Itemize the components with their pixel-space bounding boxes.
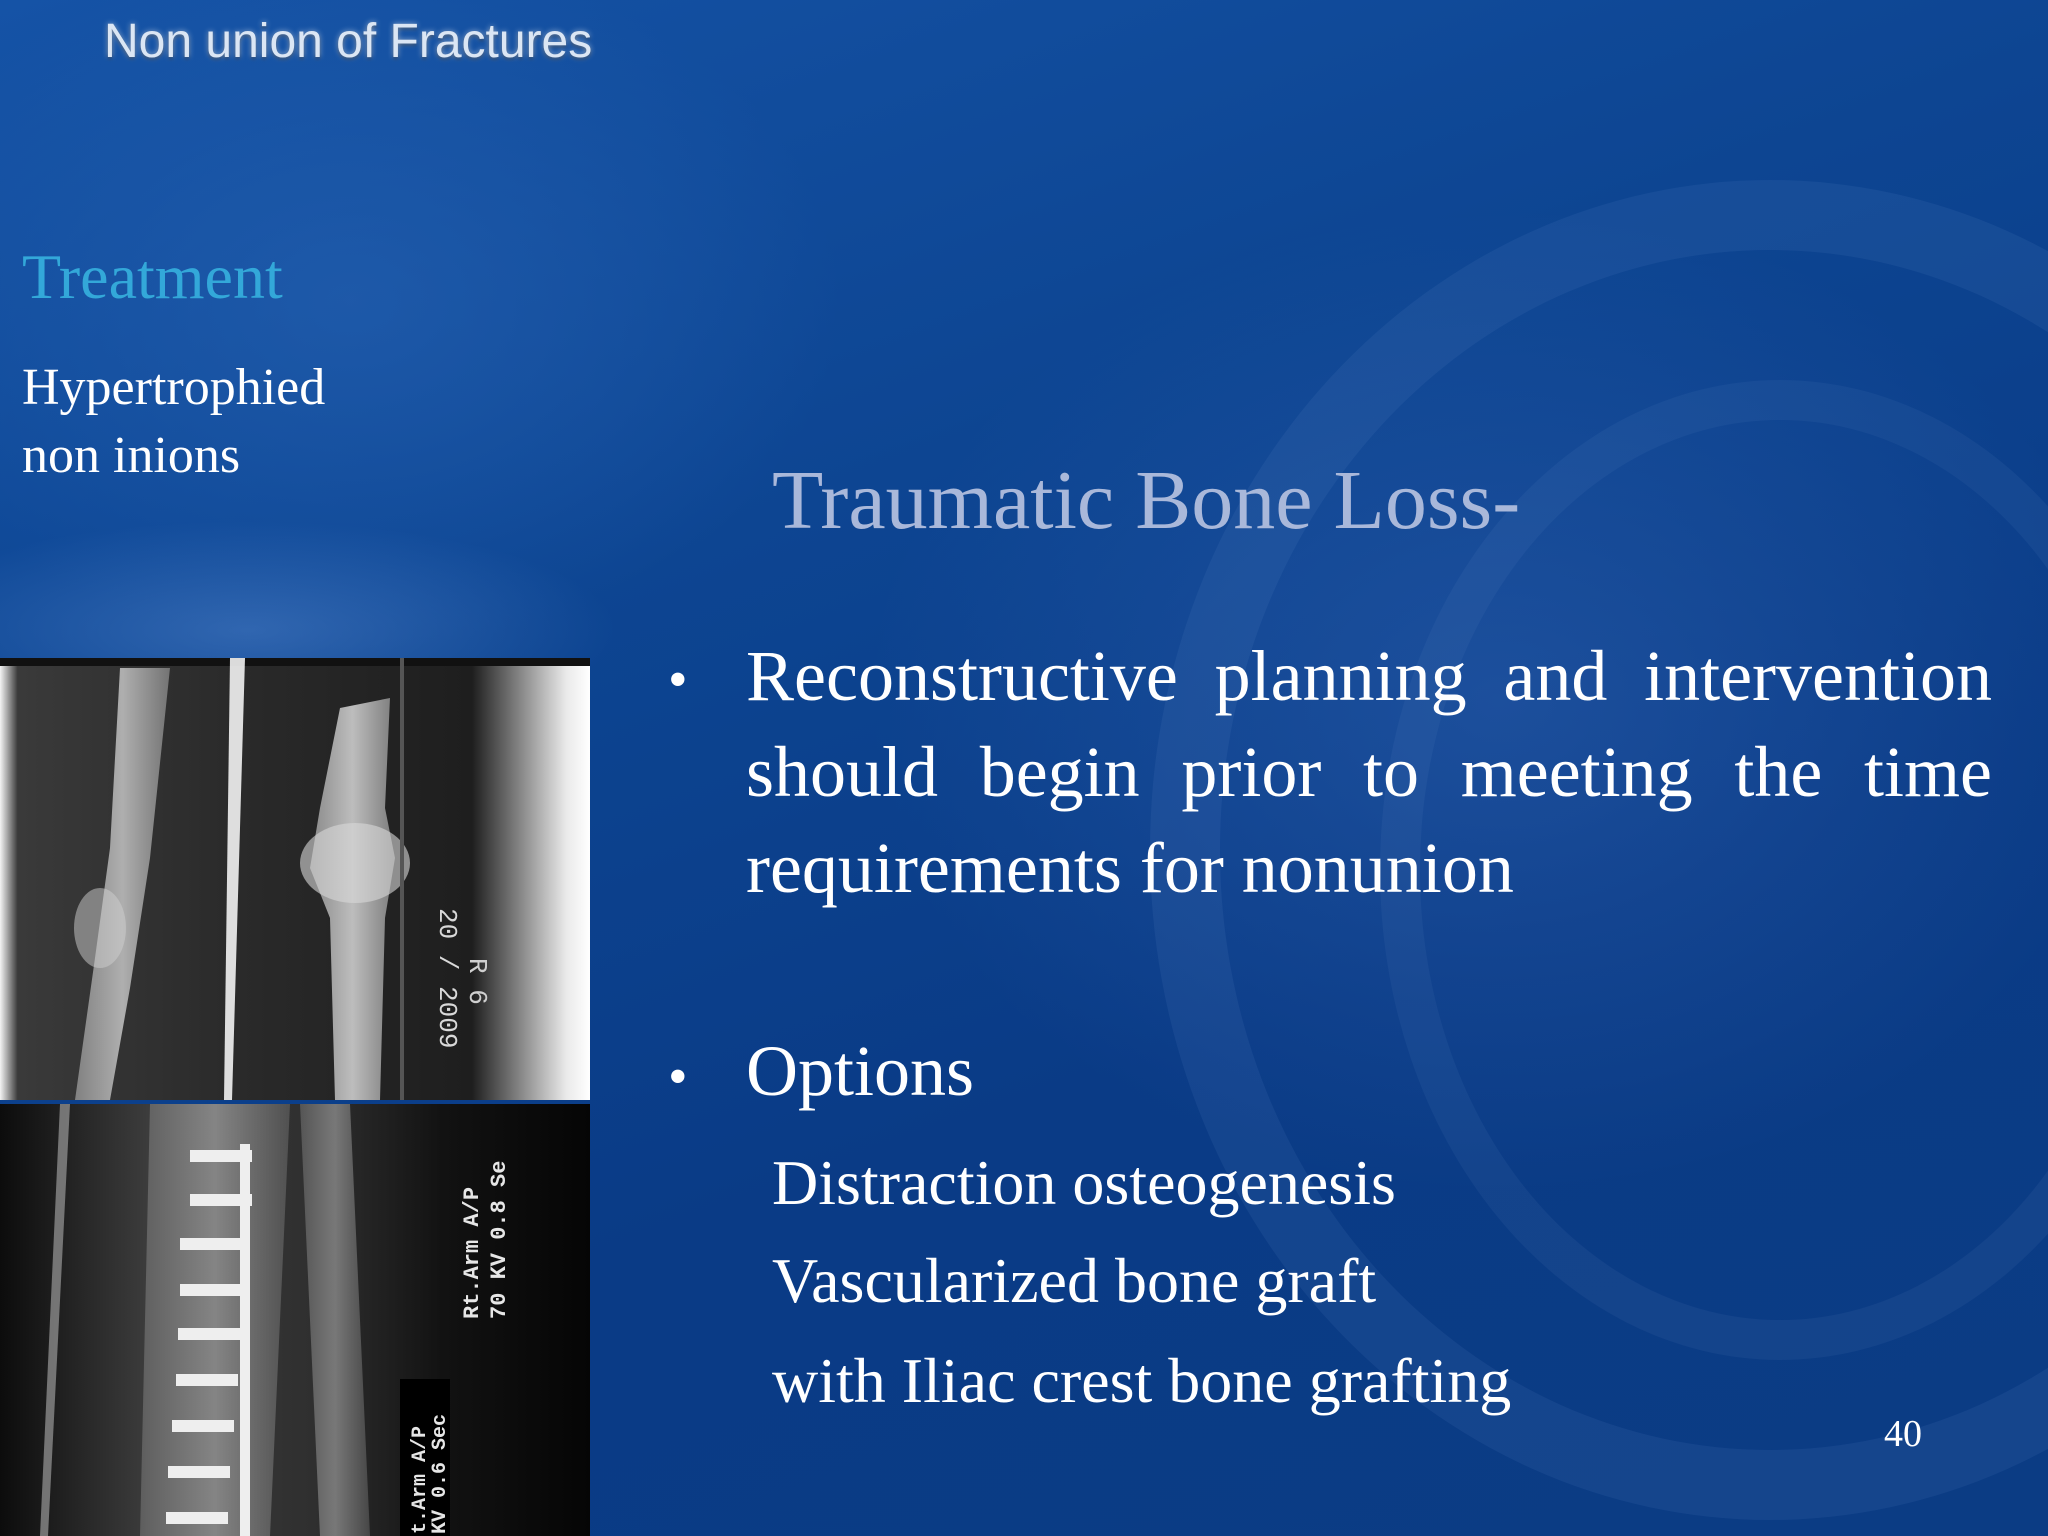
bullet-marker: • [668,649,688,711]
sub-item: with Iliac crest bone grafting [772,1345,1512,1416]
sidebar-text-line: non inions [22,427,241,484]
xray-image-forearm [0,658,590,1100]
sub-item: Distraction osteogenesis [772,1147,1396,1218]
sub-item: Vascularized bone graft [772,1245,1377,1316]
bullet-text: Reconstructive planning and intervention should begin prior to meeting the time requirements for nonunion [746,636,1992,908]
slide-title: Traumatic Bone Loss- [772,454,1521,547]
xray-label: Rt.Arm A/P [460,1186,485,1319]
bullet-text: Options [746,1031,975,1111]
presentation-header-title: Non union of Fractures [104,15,593,68]
xray-label: 20 / 2009 [432,908,462,1049]
xray-label: KV 0.6 Sec [429,1413,452,1534]
bullet-marker: • [668,1046,688,1108]
xray-image-plated-bone [0,1104,590,1536]
sidebar-heading: Treatment [22,241,283,312]
xray-label: t.Arm A/P [409,1425,432,1534]
xray-label: R 6 [462,958,492,1005]
sidebar-text-line: Hypertrophied [22,359,326,416]
page-number: 40 [1884,1413,1922,1455]
xray-label: 70 KV 0.8 Se [487,1160,512,1319]
